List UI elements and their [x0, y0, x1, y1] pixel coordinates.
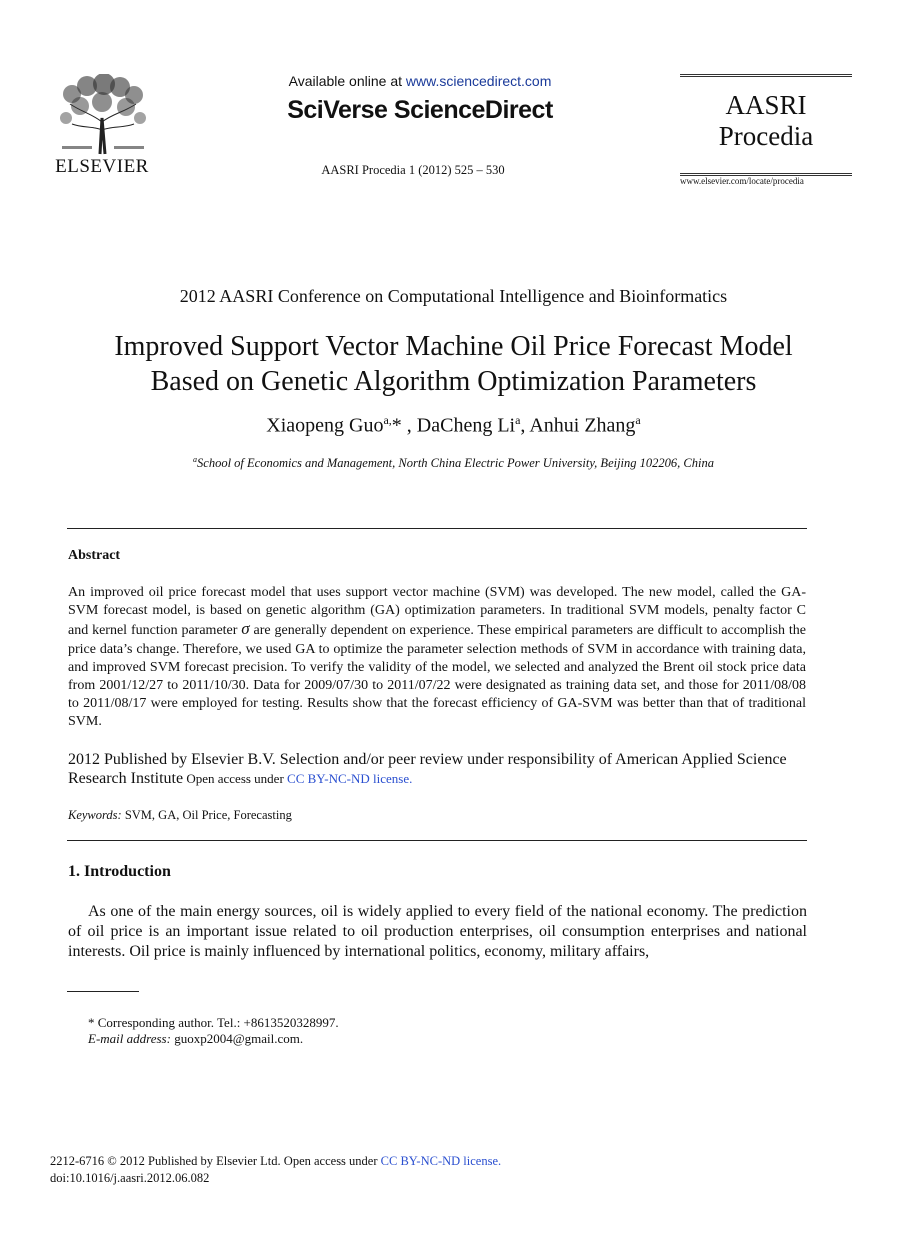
license-link[interactable]: CC BY-NC-ND license. — [287, 771, 413, 786]
copyright-statement — [68, 750, 806, 788]
author-affil-sup: a, — [383, 413, 392, 427]
journal-url[interactable]: www.elsevier.com/locate/procedia — [680, 176, 804, 186]
journal-reference: AASRI Procedia 1 (2012) 525 – 530 — [321, 163, 505, 177]
divider-rule — [67, 528, 807, 529]
email-note — [88, 1031, 303, 1047]
introduction-body: As one of the main energy sources, oil is widely applied to every field of the national economy. The prediction of oil price is an important issue related to oil production enterprises, oil consumption enterprises and national interests. Oil price is mainly influenced by international politics, economy, military affairs, — [68, 903, 807, 960]
footer-open-access: Open access under — [280, 1154, 381, 1168]
footnote-rule — [67, 991, 139, 992]
keywords-label: Keywords: — [68, 808, 122, 822]
copyright-text: 2012 Published by Elsevier B.V. Selection and/or peer review under responsibility of American Applied Science Research Institute — [68, 751, 787, 787]
corresponding-mark: * — [391, 414, 402, 437]
author-name: Xiaopeng Guo — [266, 414, 384, 437]
author-affil-sup: a — [635, 413, 641, 427]
author-separator: , — [401, 414, 417, 437]
conference-name: 2012 AASRI Conference on Computational Intelligence and Bioinformatics — [179, 286, 728, 306]
paper-title-line2: Based on Genetic Algorithm Optimization Parameters — [150, 366, 757, 397]
available-prefix: Available online at — [288, 73, 406, 89]
sigma-symbol: σ — [241, 619, 250, 639]
abstract-body — [68, 584, 806, 732]
paper-title — [40, 329, 867, 399]
author-separator: , — [520, 414, 530, 437]
abstract-heading: Abstract — [68, 548, 121, 563]
affiliation-sup: a — [193, 455, 198, 464]
divider-rule — [67, 840, 807, 841]
abstract-text-part2: are generally dependent on experience. These empirical parameters are difficult to accomplish the price data’s change. Therefore, we used GA to optimize the parameter selection methods of SVM in accordance with training data, and improved SVM forecast precision. To verify the validity of the model, we selected and analyzed the Brent oil stock price data from 2001/12/27 to 2011/10/30. Data for 2009/07/30 to 2011/07/22 were designated as training data set, and those for 2011/08/08 to 2011/08/17 were employed for testing. Results show that the forecast efficiency of GA-SVM was better than that of traditional SVM. — [68, 623, 806, 730]
issn-line — [50, 1154, 501, 1169]
affiliation — [40, 455, 867, 471]
sciverse-sciencedirect-logo: SciVerse ScienceDirect — [287, 96, 553, 124]
keywords — [68, 808, 292, 823]
abstract-text-part1: An improved oil price forecast model that uses support vector machine (SVM) was developed. The new model, called the GA-SVM forecast model, is based on genetic algorithm (GA) optimization parameters. In traditional SVM models, penalty factor C and kernel function parameter — [68, 585, 806, 639]
sciencedirect-link[interactable]: www.sciencedirect.com — [405, 73, 552, 89]
corresponding-author-note: * Corresponding author. Tel.: +8613520328997. — [88, 1015, 339, 1030]
email-address[interactable]: guoxp2004@gmail.com. — [170, 1031, 304, 1046]
author-name: Anhui Zhang — [529, 414, 636, 437]
affiliation-text: School of Economics and Management, North China Electric Power University, Beijing 102206, China — [197, 456, 714, 471]
section-heading-introduction: 1. Introduction — [68, 863, 171, 880]
author-affil-sup: a — [515, 413, 521, 427]
journal-logo-line2: Procedia — [718, 121, 814, 151]
available-online-line — [240, 73, 600, 89]
doi: doi:10.1016/j.aasri.2012.06.082 — [50, 1171, 210, 1185]
elsevier-wordmark: ELSEVIER — [55, 156, 149, 177]
footer-license-link[interactable]: CC BY-NC-ND license. — [380, 1154, 502, 1168]
journal-logo-line1: AASRI — [725, 90, 807, 120]
issn-text: 2212-6716 © 2012 Published by Elsevier Ltd. — [50, 1154, 281, 1168]
journal-logo — [680, 90, 852, 152]
email-label: E-mail address: — [88, 1031, 171, 1046]
open-access-text: Open access under — [183, 771, 288, 786]
keywords-text: SVM, GA, Oil Price, Forecasting — [121, 808, 292, 822]
paper-title-line1: Improved Support Vector Machine Oil Price Forecast Model — [114, 331, 793, 362]
author-name: DaCheng Li — [416, 414, 516, 437]
author-list — [40, 413, 867, 438]
